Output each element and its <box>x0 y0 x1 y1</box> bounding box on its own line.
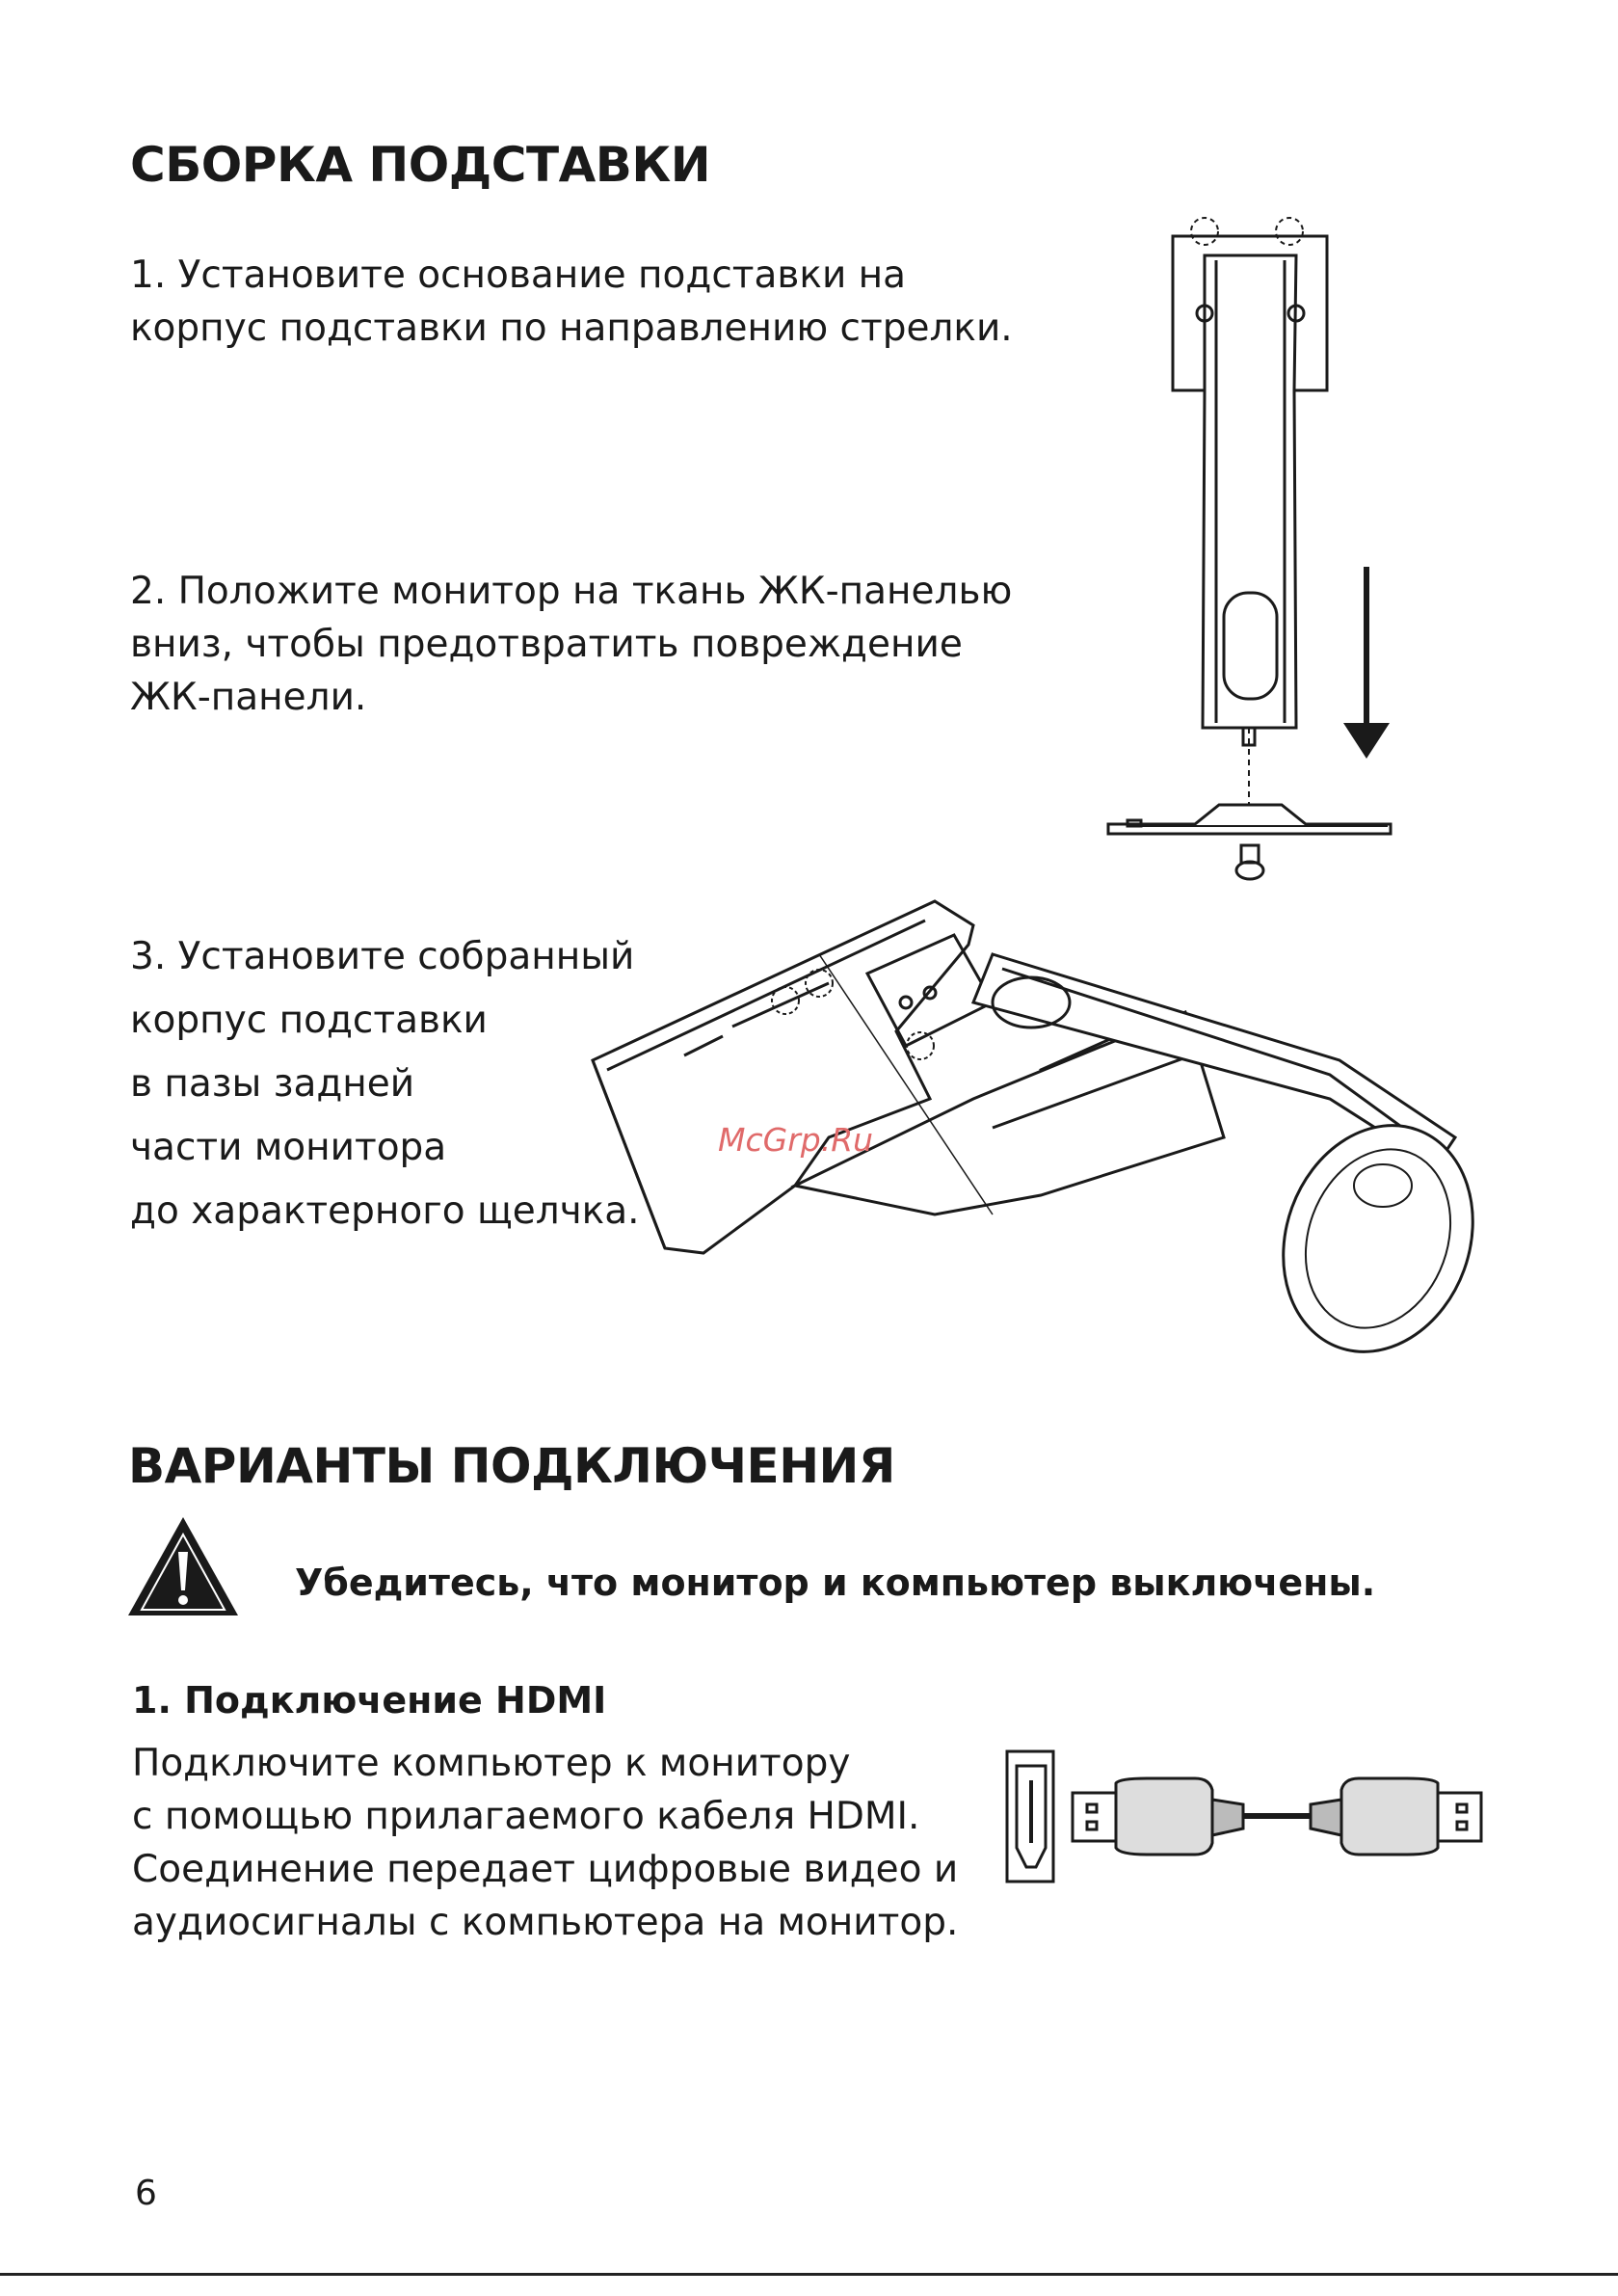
page-number: 6 <box>135 2174 157 2213</box>
hdmi-line: аудиосигналы с компьютера на монитор. <box>132 1901 959 1944</box>
hdmi-cable-illustration <box>1002 1747 1494 1886</box>
step-1-line: 1. Установите основание подставки на <box>130 254 907 297</box>
section-title-stand-assembly: СБОРКА ПОДСТАВКИ <box>130 137 711 193</box>
warning-triangle-icon <box>125 1513 241 1619</box>
section-title-connection: ВАРИАНТЫ ПОДКЛЮЧЕНИЯ <box>128 1438 895 1494</box>
bottom-divider <box>0 2273 1618 2276</box>
step-3-text <box>130 925 640 1243</box>
down-arrow-icon <box>1343 567 1390 759</box>
step-3-line: 3. Установите собранный <box>130 935 635 978</box>
step-3-line: корпус подставки <box>130 999 488 1042</box>
watermark: McGrp.Ru <box>718 1121 874 1159</box>
hdmi-line: Соединение передает цифровые видео и <box>132 1848 959 1891</box>
step-3-line: до характерного щелчка. <box>130 1189 640 1233</box>
hdmi-heading: 1. Подключение HDMI <box>132 1679 607 1722</box>
step-1-line: корпус подставки по направлению стрелки. <box>130 307 1013 350</box>
step-2-text <box>130 565 1012 724</box>
step-2-line: 2. Положите монитор на ткань ЖК-панелью <box>130 570 1013 613</box>
step-2-line: ЖК-панели. <box>130 676 367 719</box>
stand-assembly-illustration <box>1099 188 1407 892</box>
step-3-line: в пазы задней <box>130 1062 415 1106</box>
warning-text: Убедитесь, что монитор и компьютер выключены. <box>295 1562 1376 1604</box>
hdmi-line: с помощью прилагаемого кабеля HDMI. <box>132 1795 920 1838</box>
step-2-line: вниз, чтобы предотвратить повреждение <box>130 623 963 666</box>
step-1-text <box>130 249 1013 355</box>
hdmi-line: Подключите компьютер к монитору <box>132 1742 851 1785</box>
hdmi-description <box>132 1737 958 1949</box>
step-3-line: части монитора <box>130 1126 447 1169</box>
